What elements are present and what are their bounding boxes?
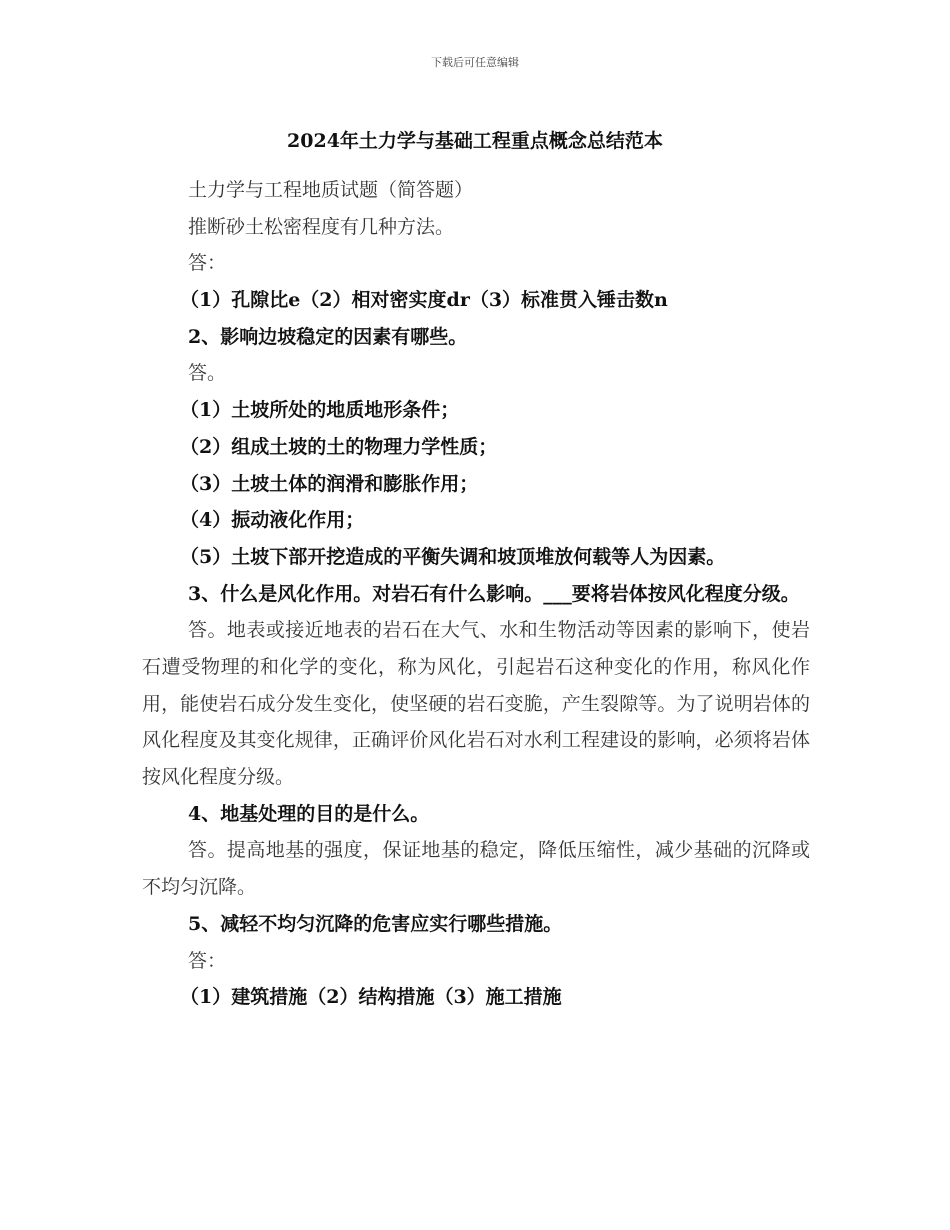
question-4: 4、地基处理的目的是什么。 <box>188 802 430 825</box>
question-2: 2、影响边坡稳定的因素有哪些。 <box>188 325 468 348</box>
question-5: 5、减轻不均匀沉降的危害应实行哪些措施。 <box>188 912 563 935</box>
answer-2-item: （2）组成土坡的土的物理力学性质； <box>180 435 498 458</box>
answer-4: 答。提高地基的强度，保证地基的稳定，降低压缩性，减少基础的沉降或不均匀沉降。 <box>142 839 810 899</box>
answer-2-label: 答。 <box>188 362 227 385</box>
answer-2-item: （3）土坡土体的润滑和膨胀作用； <box>180 472 479 495</box>
answer-2-item: （5）土坡下部开挖造成的平衡失调和坡顶堆放何载等人为因素。 <box>180 545 726 568</box>
answer-2-item: （4）振动液化作用； <box>180 509 365 532</box>
answer-5-label: 答： <box>188 949 227 972</box>
answer-1-label: 答： <box>188 252 227 275</box>
document-body <box>142 172 810 1016</box>
document-title: 2024年土力学与基础工程重点概念总结范本 <box>287 130 663 152</box>
question-1: 推断砂土松密程度有几种方法。 <box>188 215 455 238</box>
subtitle: 土力学与工程地质试题（简答题） <box>188 179 474 201</box>
answer-5-items: （1）建筑措施（2）结构措施（3）施工措施 <box>180 986 562 1009</box>
answer-1-items: （1）孔隙比e（2）相对密实度dr（3）标准贯入锤击数n <box>180 289 668 312</box>
page-header: 下载后可任意编辑 <box>431 56 519 69</box>
answer-3: 答。地表或接近地表的岩石在大气、水和生物活动等因素的影响下，使岩石遭受物理的和化学的变化，称为风化，引起岩石这种变化的作用，称风化作用，能使岩石成分发生变化，使坚硬的岩石变脆，产生裂隙等。为了说明岩体的风化程度及其变化规律，正确评价风化岩石对水利工程建设的影响，必须将岩体按风化程度分级。 <box>142 619 810 789</box>
answer-2-item: （1）土坡所处的地质地形条件； <box>180 399 460 422</box>
question-3: 3、什么是风化作用。对岩石有什么影响。___要将岩体按风化程度分级。 <box>188 582 800 605</box>
